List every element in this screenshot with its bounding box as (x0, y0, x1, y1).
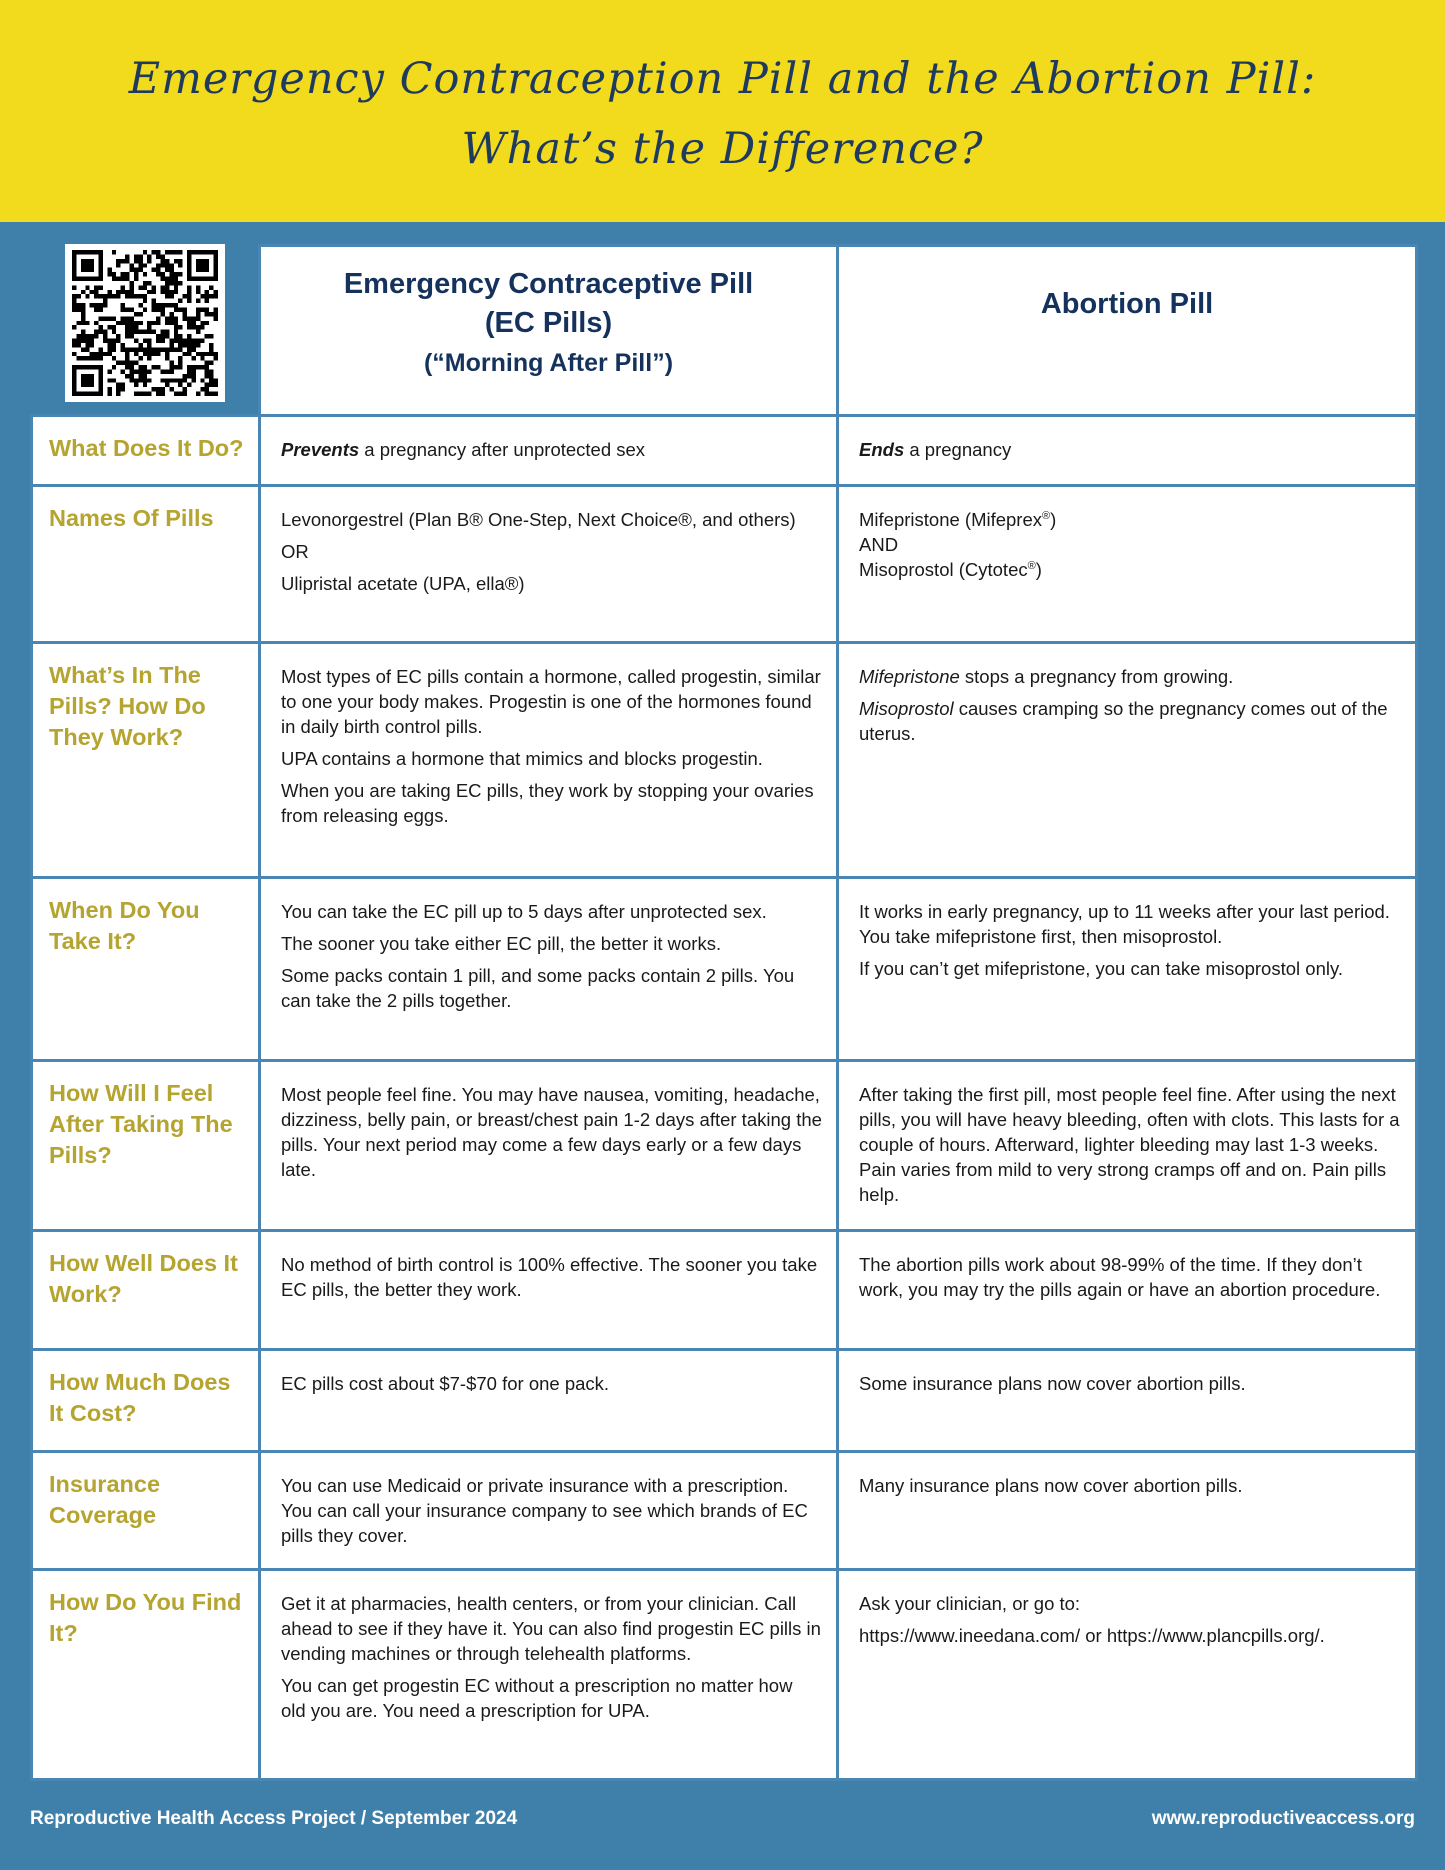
cell-text: causes cramping so the pregnancy comes out of the uterus. (859, 698, 1388, 744)
abortion-cell (838, 878, 1417, 1061)
cell-text: Most people feel fine. You may have nausea, vomiting, headache, dizziness, belly pain, or breast/chest pain 1-2 days after taking the pills. Your next period may come a few days early or a few days late. (281, 1084, 822, 1180)
cell-text: AND (859, 534, 899, 555)
ec-cell (260, 1570, 838, 1780)
row-label: Insurance Coverage (32, 1452, 260, 1570)
table-row (32, 416, 1417, 486)
abortion-cell (838, 1061, 1417, 1231)
ec-cell (260, 1350, 838, 1452)
cell-text: When you are taking EC pills, they work by stopping your ovaries from releasing eggs. (281, 780, 814, 826)
abortion-cell (838, 486, 1417, 643)
cell-text: Get it at pharmacies, health centers, or from your clinician. Call ahead to see if they have it. You can also find progestin EC pills in vending machines or through telehealth platforms. (281, 1593, 821, 1664)
emphasis-text: Misoprostol (859, 698, 954, 719)
table-row (32, 1570, 1417, 1780)
cell-text: UPA contains a hormone that mimics and blocks progestin. (281, 748, 763, 769)
emphasis-text: Ends (859, 439, 905, 460)
cell-text: No method of birth control is 100% effective. The sooner you take EC pills, the better they work. (281, 1254, 818, 1300)
ec-cell (260, 878, 838, 1061)
registered-mark: ® (1042, 509, 1051, 522)
ineedana-link[interactable]: https://www.ineedana.com/ (859, 1625, 1081, 1646)
ec-cell (260, 416, 838, 486)
abortion-cell (838, 643, 1417, 878)
row-label: What Does It Do? (32, 416, 260, 486)
emphasis-text: Mifepristone (859, 666, 960, 687)
abortion-title: Abortion Pill (1040, 288, 1214, 320)
cell-text: Many insurance plans now cover abortion pills. (859, 1475, 1243, 1496)
cell-text: The sooner you take either EC pill, the better it works. (281, 933, 722, 954)
qr-code (65, 244, 225, 402)
cell-text: After taking the first pill, most people feel fine. After using the next pills, you will have heavy bleeding, often with clots. This lasts for a couple of hours. Afterward, lighter bleeding may last 1-3 weeks. Pain varies from mild to very strong cramps off and on. Pain pills help. (859, 1084, 1400, 1205)
ec-title-line-2: (EC Pills) (484, 307, 613, 339)
abortion-cell (838, 1231, 1417, 1350)
ec-title-line-1: Emergency Contraceptive Pill (343, 268, 754, 300)
cell-text: OR (281, 541, 309, 562)
cell-text: a pregnancy after unprotected sex (359, 439, 646, 460)
footer (30, 1808, 1415, 1830)
title-banner (0, 0, 1445, 222)
page-title-line-1: Emergency Contraception Pill and the Abortion Pill: (128, 54, 1317, 104)
abortion-cell (838, 1570, 1417, 1780)
cell-text: If you can’t get mifepristone, you can take misoprostol only. (859, 958, 1343, 979)
cell-text: Levonorgestrel (Plan B® One-Step, Next Choice®, and others) (281, 509, 796, 530)
registered-mark: ® (1027, 559, 1036, 572)
footer-credit: Reproductive Health Access Project / September 2024 (30, 1808, 518, 1829)
row-label: When Do You Take It? (32, 878, 260, 1061)
ec-cell (260, 486, 838, 643)
qr-code-icon (72, 250, 218, 396)
cell-text: EC pills cost about $7-$70 for one pack. (281, 1373, 610, 1394)
table-row (32, 1231, 1417, 1350)
abortion-cell (838, 1452, 1417, 1570)
table-row (32, 878, 1417, 1061)
comparison-table (30, 244, 1418, 1781)
table-row (32, 486, 1417, 643)
table-row (32, 643, 1417, 878)
table-header-row (32, 246, 1417, 416)
cell-text: Some insurance plans now cover abortion pills. (859, 1373, 1246, 1394)
plancpills-link[interactable]: https://www.plancpills.org/ (1106, 1625, 1320, 1646)
cell-text: You can get progestin EC without a prescription no matter how old you are. You need a prescription for UPA. (281, 1675, 793, 1721)
column-header-ec (260, 246, 838, 416)
row-label: How Do You Find It? (32, 1570, 260, 1780)
cell-text: It works in early pregnancy, up to 11 weeks after your last period. You take mifepristone first, then misoprostol. (859, 901, 1390, 947)
row-label: How Will I Feel After Taking The Pills? (32, 1061, 260, 1231)
ec-cell (260, 1231, 838, 1350)
cell-text: or (1080, 1625, 1107, 1646)
ec-cell (260, 643, 838, 878)
page-title-line-2: What’s the Difference? (461, 124, 984, 174)
cell-text: You can use Medicaid or private insurance with a prescription. You can call your insurance company to see which brands of EC pills they cover. (281, 1475, 808, 1546)
row-label: How Well Does It Work? (32, 1231, 260, 1350)
cell-text: Misoprostol (Cytotec (859, 559, 1028, 580)
cell-text: stops a pregnancy from growing. (959, 666, 1234, 687)
table-row (32, 1350, 1417, 1452)
row-label: Names Of Pills (32, 486, 260, 643)
row-label: What’s In The Pills? How Do They Work? (32, 643, 260, 878)
abortion-cell (838, 416, 1417, 486)
footer-website-link[interactable]: www.reproductiveaccess.org (1151, 1808, 1415, 1829)
cell-text: Some packs contain 1 pill, and some packs contain 2 pills. You can take the 2 pills together. (281, 965, 795, 1011)
cell-text: Ask your clinician, or go to: (859, 1593, 1081, 1614)
cell-text: a pregnancy (904, 439, 1012, 460)
emphasis-text: Prevents (281, 439, 360, 460)
cell-text: The abortion pills work about 98-99% of the time. If they don’t work, you may try the pills again or have an abortion procedure. (859, 1254, 1381, 1300)
cell-text: You can take the EC pill up to 5 days after unprotected sex. (281, 901, 767, 922)
table-row (32, 1061, 1417, 1231)
cell-text: Mifepristone (Mifeprex (859, 509, 1043, 530)
cell-text: ) (1035, 559, 1042, 580)
abortion-cell (838, 1350, 1417, 1452)
cell-text: Ulipristal acetate (UPA, ella®) (281, 573, 525, 594)
ec-cell (260, 1061, 838, 1231)
row-label: How Much Does It Cost? (32, 1350, 260, 1452)
cell-text: . (1319, 1625, 1325, 1646)
cell-text: ) (1050, 509, 1057, 530)
ec-subtitle: (“Morning After Pill”) (423, 349, 674, 377)
column-header-abortion (838, 246, 1417, 416)
table-row (32, 1452, 1417, 1570)
ec-cell (260, 1452, 838, 1570)
cell-text: Most types of EC pills contain a hormone, called progestin, similar to one your body makes. Progestin is one of the hormones found in daily birth control pills. (281, 666, 821, 737)
